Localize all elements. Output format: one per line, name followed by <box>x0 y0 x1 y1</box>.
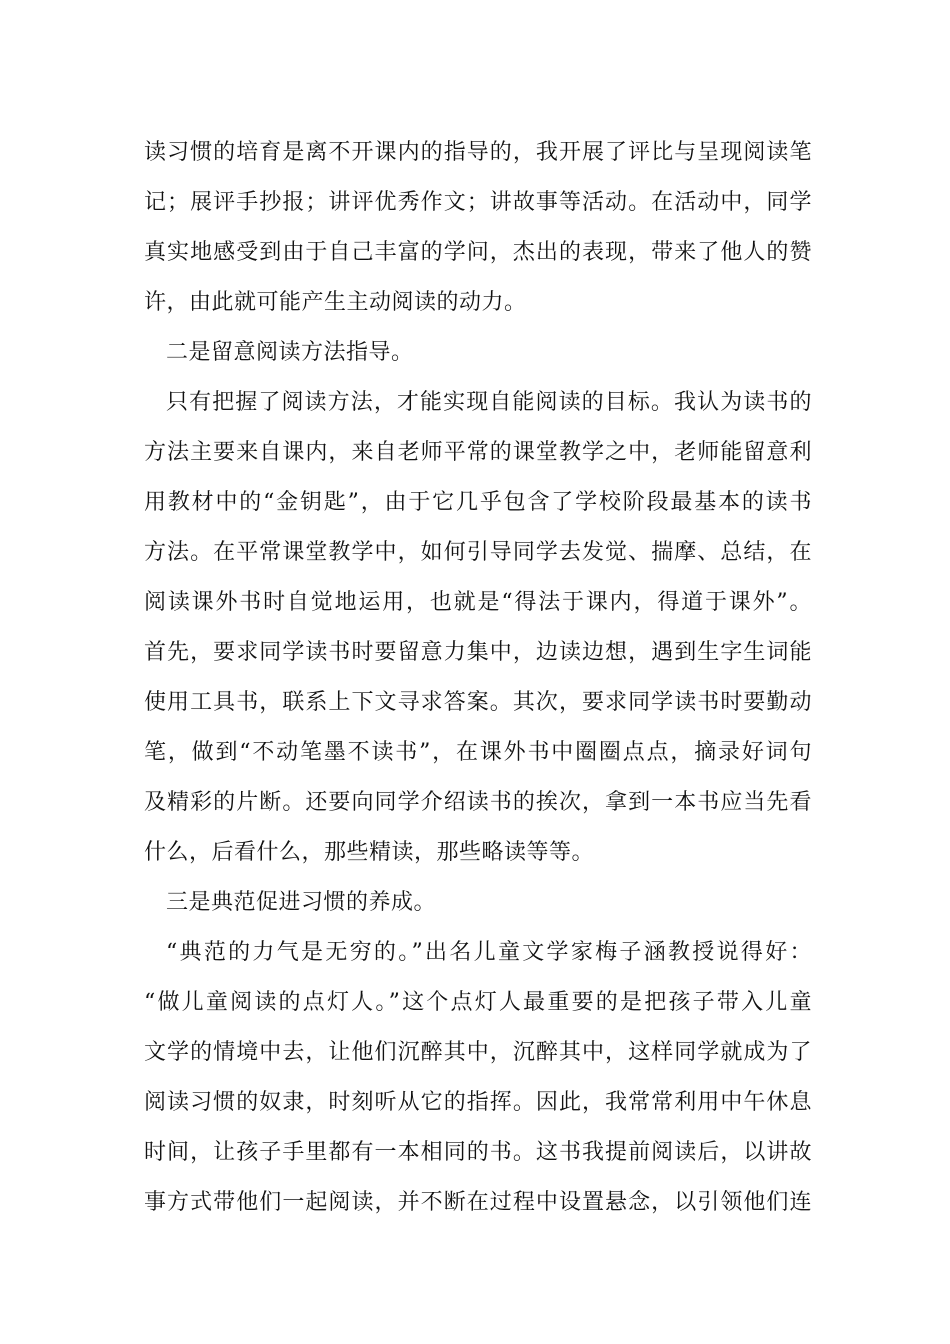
text-line: 方法。在平常课堂教学中，如何引导同学去发觉、揣摩、总结，在 <box>144 540 812 565</box>
text-line: 使用工具书，联系上下文寻求答案。其次，要求同学读书时要勤动 <box>144 690 812 715</box>
text-line: 时间，让孩子手里都有一本相同的书。这书我提前阅读后，以讲故 <box>144 1140 812 1165</box>
text-line: 真实地感受到由于自己丰富的学问，杰出的表现，带来了他人的赞 <box>144 240 812 265</box>
section-heading: 二是留意阅读方法指导。 <box>166 340 414 365</box>
text-line: 首先，要求同学读书时要留意力集中，边读边想，遇到生字生词能 <box>144 640 812 665</box>
text-line: 记；展评手抄报；讲评优秀作文；讲故事等活动。在活动中，同学 <box>144 190 812 215</box>
text-line: 事方式带他们一起阅读，并不断在过程中设置悬念，以引领他们连 <box>144 1190 812 1215</box>
text-line: “做儿童阅读的点灯人。”这个点灯人最重要的是把孩子带入儿童 <box>144 990 812 1015</box>
body-text <box>144 128 812 1228</box>
text-line: 用教材中的“金钥匙”，由于它几乎包含了学校阶段最基本的读书 <box>144 490 812 515</box>
section-heading: 三是典范促进习惯的养成。 <box>166 890 437 915</box>
text-line: 什么，后看什么，那些精读，那些略读等等。 <box>144 840 595 865</box>
text-line: 许，由此就可能产生主动阅读的动力。 <box>144 290 527 315</box>
text-line: 只有把握了阅读方法，才能实现自能阅读的目标。我认为读书的 <box>166 390 812 415</box>
text-line: 文学的情境中去，让他们沉醉其中，沉醉其中，这样同学就成为了 <box>144 1040 812 1065</box>
text-line: 笔，做到“不动笔墨不读书”，在课外书中圈圈点点，摘录好词句 <box>144 740 812 765</box>
text-line: 及精彩的片断。还要向同学介绍读书的挨次，拿到一本书应当先看 <box>144 790 812 815</box>
text-line: 阅读课外书时自觉地运用，也就是“得法于课内，得道于课外”。 <box>144 590 812 615</box>
text-line: “典范的力气是无穷的。”出名儿童文学家梅子涵教授说得好： <box>166 940 812 965</box>
text-line: 读习惯的培育是离不开课内的指导的，我开展了评比与呈现阅读笔 <box>144 140 812 165</box>
text-line: 方法主要来自课内，来自老师平常的课堂教学之中，老师能留意利 <box>144 440 812 465</box>
text-line: 阅读习惯的奴隶，时刻听从它的指挥。因此，我常常利用中午休息 <box>144 1090 812 1115</box>
